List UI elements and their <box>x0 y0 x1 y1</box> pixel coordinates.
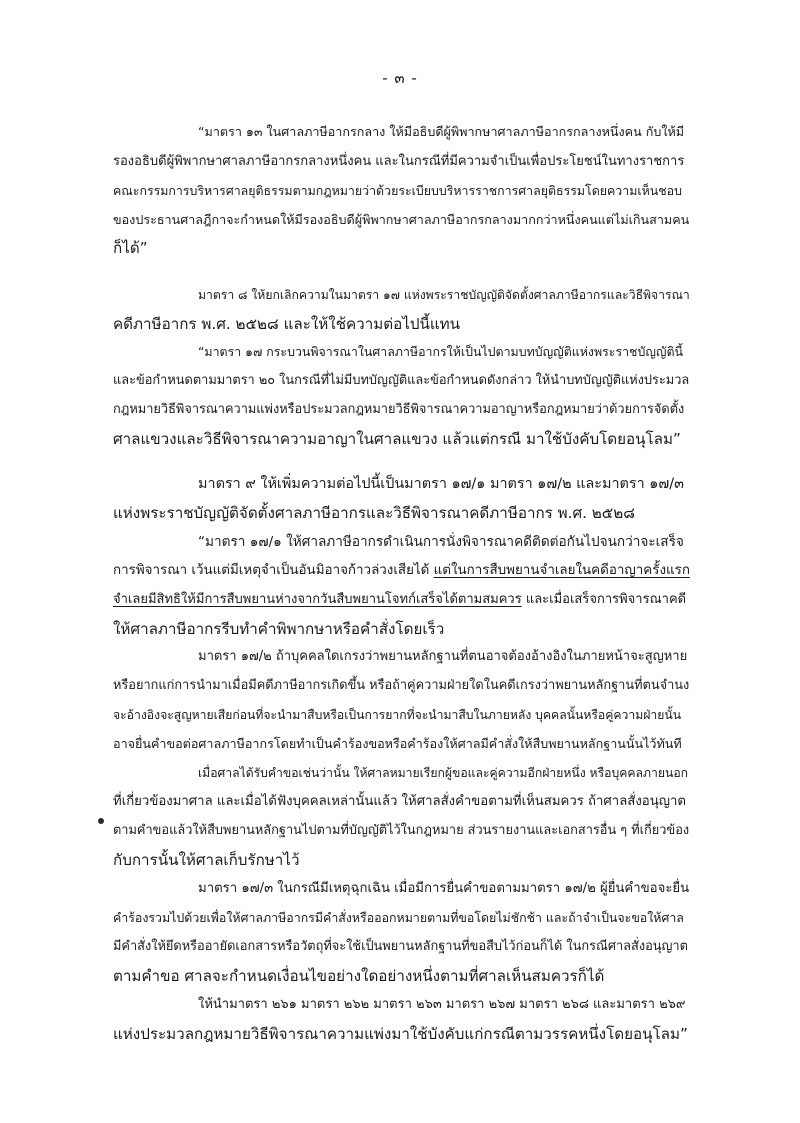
text-line <box>113 561 690 581</box>
text-line: แห่งประมวลกฎหมายวิธีพิจารณาความแพ่งมาใช้บังคับแก่กรณีตามวรรคหนึ่งโดยอนุโลม” <box>113 1025 688 1043</box>
text-line: ให้ศาลภาษีอากรรีบทำคำพิพากษาหรือคำสั่งโดยเร็ว <box>113 620 445 638</box>
text-line: “มาตรา ๑๗/๑ ให้ศาลภาษีอากรดำเนินการนั่งพิจารณาคดีติดต่อกันไปจนกว่าจะเสร็จ <box>198 534 684 550</box>
text-line <box>113 590 686 610</box>
text-line: มาตรา ๙ ให้เพิ่มความต่อไปนี้เป็นมาตรา ๑๗/๑ มาตรา ๑๗/๒ และมาตรา ๑๗/๓ <box>198 476 684 492</box>
underlined-text: แต่ในการสืบพยานจำเลยในคดีอาญาครั้งแรก <box>433 563 690 578</box>
text-line: ของประธานศาลฎีกาจะกำหนดให้มีรองอธิบดีผู้พิพากษาศาลภาษีอากรกลางมากกว่าหนึ่งคนแต่ไม่เกินสามคน <box>113 212 690 227</box>
text-line: มีคำสั่งให้ยึดหรืออายัดเอกสารหรือวัตถุที่จะใช้เป็นพยานหลักฐานที่ขอสืบไว้ก่อนก็ได้ ในกรณีศาลสั่งอนุญาต <box>113 939 688 954</box>
underlined-text: จำเลยมีสิทธิให้มีการสืบพยานห่างจากวันสืบพยานโจทก์เสร็จได้ตามสมควร <box>113 592 522 607</box>
scan-mark <box>98 818 104 824</box>
text-line: แห่งพระราชบัญญัติจัดตั้งศาลภาษีอากรและวิธีพิจารณาคดีภาษีอากร พ.ศ. ๒๕๒๘ <box>113 504 636 522</box>
text-line: ศาลแขวงและวิธีพิจารณาความอาญาในศาลแขวง แล้วแต่กรณี มาใช้บังคับโดยอนุโลม” <box>113 430 681 448</box>
text-line: “มาตรา ๑๗ กระบวนพิจารณาในศาลภาษีอากรให้เป็นไปตามบทบัญญัติแห่งพระราชบัญญัตินี้ <box>198 344 683 359</box>
text-line: ให้นำมาตรา ๒๖๑ มาตรา ๒๖๒ มาตรา ๒๖๓ มาตรา ๒๖๗ มาตรา ๒๖๘ และมาตรา ๒๖๙ <box>198 997 686 1012</box>
page-number: - ๓ - <box>382 69 418 87</box>
text-line: อาจยื่นคำขอต่อศาลภาษีอากรโดยทำเป็นคำร้องขอหรือคำร้องให้ศาลมีคำสั่งให้สืบพยานหลักฐานนั้นไว้ทันที <box>113 736 682 751</box>
text-segment: การพิจารณา เว้นแต่มีเหตุจำเป็นอันมิอาจก้าวล่วงเสียได้ <box>113 563 434 578</box>
text-segment: และเมื่อเสร็จการพิจารณาคดี <box>521 592 687 607</box>
text-line: จะอ้างอิงจะสูญหายเสียก่อนที่จะนำมาสืบหรือเป็นการยากที่จะนำมาสืบในภายหลัง บุคคลนั้นหรือคู่ความฝ่ายนั้น <box>113 708 682 722</box>
text-line: หรือยากแก่การนำมาเมื่อมีคดีภาษีอากรเกิดขึ้น หรือถ้าคู่ความฝ่ายใดในคดีเกรงว่าพยานหลักฐานที่ตนจำนง <box>113 678 690 693</box>
text-line: รองอธิบดีผู้พิพากษาศาลภาษีอากรกลางหนึ่งคน และในกรณีที่มีความจำเป็นเพื่อประโยชน์ในทางราชการ <box>113 154 685 169</box>
text-line: มาตรา ๑๗/๓ ในกรณีมีเหตุฉุกเฉิน เมื่อมีการยื่นคำขอตามมาตรา ๑๗/๒ ผู้ยื่นคำขอจะยื่น <box>198 881 690 896</box>
text-line: กฎหมายวิธีพิจารณาความแพ่งหรือประมวลกฎหมายวิธีพิจารณาความอาญาหรือกฎหมายว่าด้วยการจัดตั้ง <box>113 402 685 417</box>
text-line: และข้อกำหนดตามมาตรา ๒๐ ในกรณีที่ไม่มีบทบัญญัติและข้อกำหนดดังกล่าว ให้นำบทบัญญัติแห่งประมวล <box>113 373 690 388</box>
text-line: มาตรา ๘ ให้ยกเลิกความในมาตรา ๑๗ แห่งพระราชบัญญัติจัดตั้งศาลภาษีอากรและวิธีพิจารณา <box>198 288 690 302</box>
text-line: คณะกรรมการบริหารศาลยุติธรรมตามกฎหมายว่าด้วยระเบียบบริหารราชการศาลยุติธรรมโดยความเห็นชอบ <box>113 183 682 198</box>
text-line: ตามคำขอแล้วให้สืบพยานหลักฐานไปตามที่บัญญัติไว้ในกฎหมาย ส่วนรายงานและเอกสารอื่น ๆ ที่เกี่ยวข้อง <box>113 823 690 838</box>
text-line: คำร้องรวมไปด้วยเพื่อให้ศาลภาษีอากรมีคำสั่งหรือออกหมายตามที่ขอโดยไม่ชักช้า และถ้าจำเป็นจะขอให้ศาล <box>113 910 684 925</box>
text-line: “มาตรา ๑๓ ในศาลภาษีอากรกลาง ให้มีอธิบดีผู้พิพากษาศาลภาษีอากรกลางหนึ่งคน กับให้มี <box>198 124 685 139</box>
text-line: คดีภาษีอากร พ.ศ. ๒๕๒๘ และให้ใช้ความต่อไปนี้แทน <box>113 315 461 333</box>
text-line: เมื่อศาลได้รับคำขอเช่นว่านั้น ให้ศาลหมายเรียกผู้ขอและคู่ความอีกฝ่ายหนึ่ง หรือบุคคลภายนอก <box>198 766 689 780</box>
text-line: มาตรา ๑๗/๒ ถ้าบุคคลใดเกรงว่าพยานหลักฐานที่ตนอาจต้องอ้างอิงในภายหน้าจะสูญหาย <box>198 649 688 664</box>
text-line: กับการนั้นให้ศาลเก็บรักษาไว้ <box>113 851 300 869</box>
text-line: ตามคำขอ ศาลจะกำหนดเงื่อนไขอย่างใดอย่างหนึ่งตามที่ศาลเห็นสมควรก็ได้ <box>113 967 605 985</box>
text-line: ที่เกี่ยวข้องมาศาล และเมื่อได้ฟังบุคคลเหล่านั้นแล้ว ให้ศาลสั่งคำขอตามที่เห็นสมควร ถ้าศาลสั่งอนุญาต <box>113 794 686 809</box>
text-line: ก็ได้” <box>113 239 148 257</box>
